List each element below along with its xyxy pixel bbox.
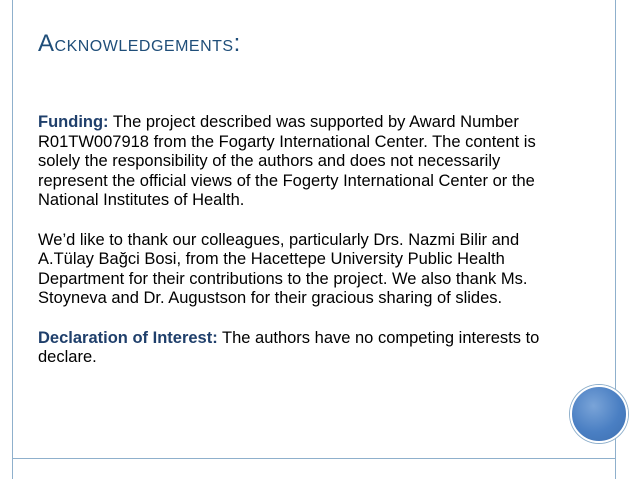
funding-label: Funding:	[38, 113, 109, 131]
declaration-label: Declaration of Interest:	[38, 328, 218, 347]
thanks-paragraph	[38, 231, 558, 309]
slide-title-rest: CKNOWLEDGEMENTS	[54, 38, 234, 55]
slide-body	[38, 113, 558, 388]
funding-text: The project described was supported by Award Number R01TW007918 from the Fogarty International Center. The content is solely the responsibility of the authors and does not necessarily represent the official views of the Fogerty International Center or the National Institutes of Health.	[38, 113, 536, 209]
thanks-text: We’d like to thank our colleagues, particularly Drs. Nazmi Bilir and A.Tülay Bağci Bosi, from the Hacettepe University Public Health Department for their contributions to the project. We also thank Ms. Stoyneva and Dr. Augustson for their gracious sharing of slides.	[38, 230, 528, 307]
slide-title-colon: :	[233, 30, 241, 57]
declaration-text: The authors have no competing interests to declare.	[38, 328, 540, 366]
declaration-paragraph	[38, 329, 558, 368]
decorative-circle	[570, 385, 628, 443]
funding-paragraph	[38, 113, 558, 211]
slide-border-left	[12, 0, 13, 479]
slide-title-initial: A	[38, 30, 55, 57]
slide-border-bottom	[12, 458, 616, 459]
slide-title	[38, 30, 241, 58]
